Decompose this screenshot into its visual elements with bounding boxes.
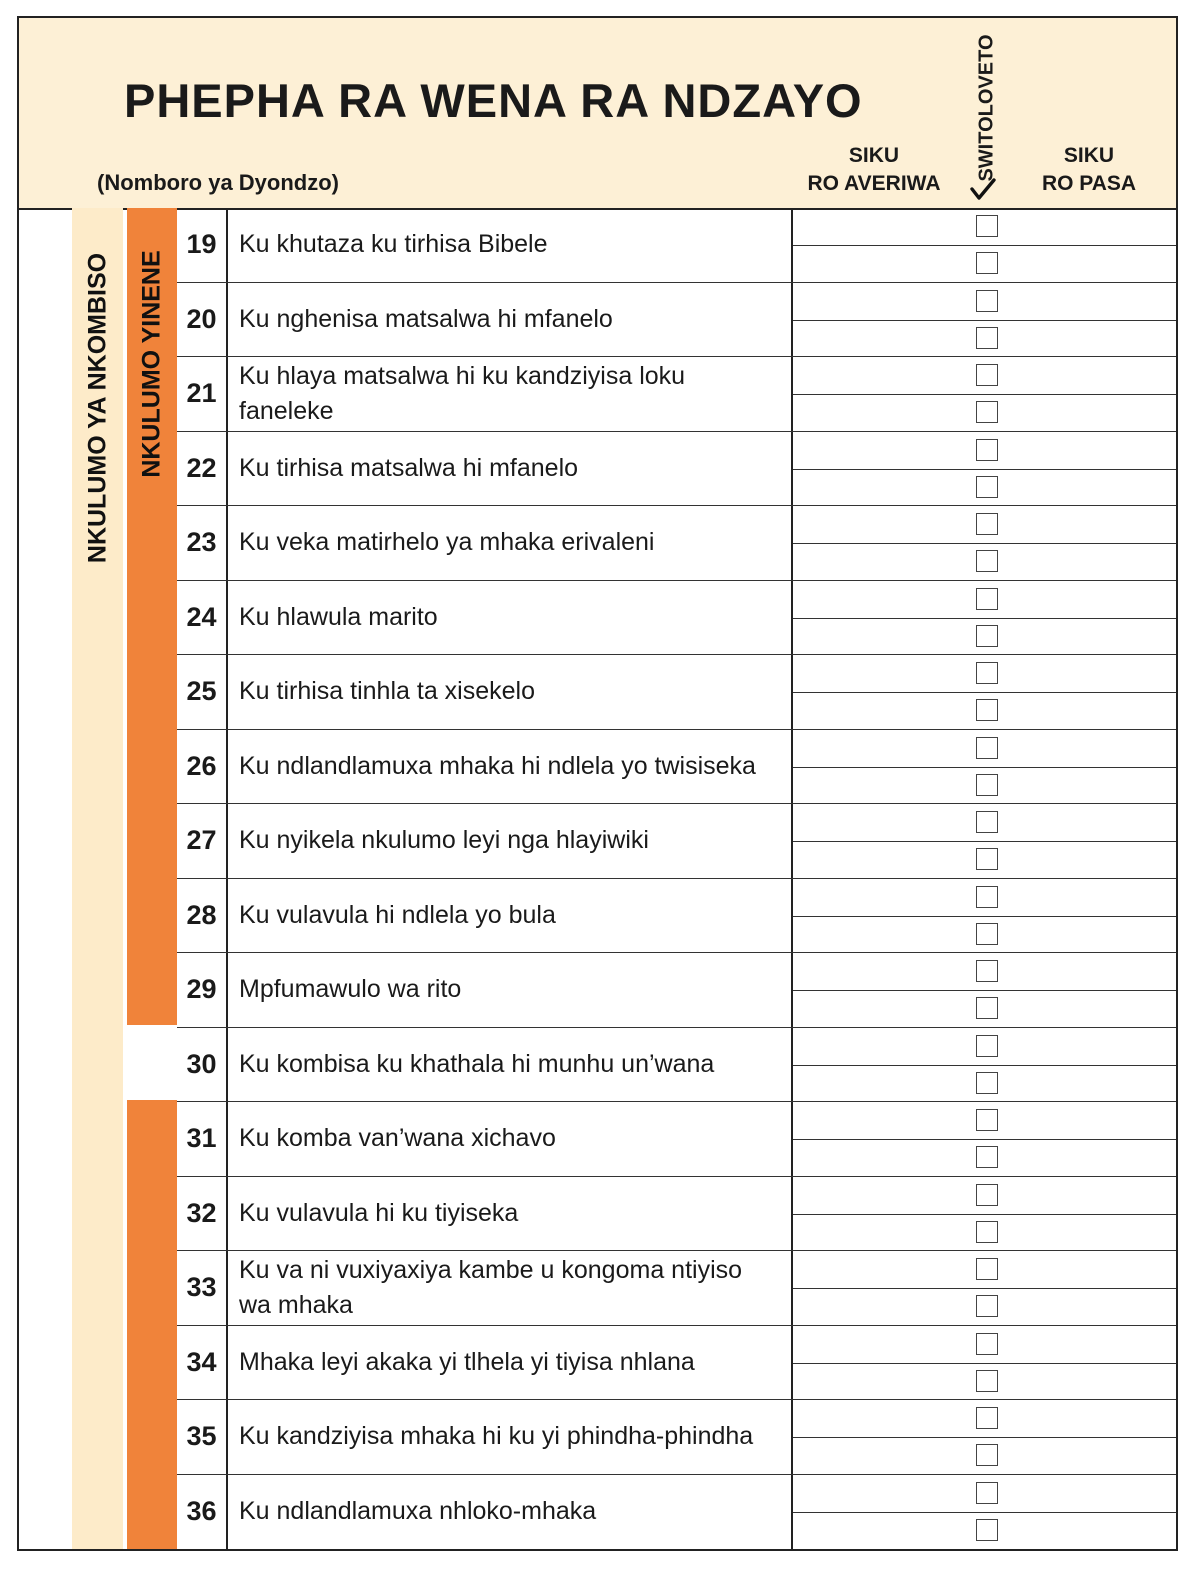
lesson-record-cells[interactable]: [791, 730, 1176, 804]
lesson-record-cells[interactable]: [791, 1028, 1176, 1102]
category-bar-inner-bottom: [127, 1100, 177, 1549]
lesson-number: 28: [177, 879, 228, 953]
lesson-number: 26: [177, 730, 228, 804]
column-header-date-given: [794, 142, 954, 198]
lesson-row: [177, 1102, 1176, 1177]
column-header-done: [964, 26, 1010, 202]
lesson-title: Ku nghenisa matsalwa hi mfanelo: [239, 304, 613, 333]
done-checkbox[interactable]: [976, 997, 998, 1019]
lesson-number: 35: [177, 1400, 228, 1474]
lesson-row: [177, 283, 1176, 358]
done-checkbox[interactable]: [976, 1333, 998, 1355]
done-checkbox[interactable]: [976, 1295, 998, 1317]
done-checkbox[interactable]: [976, 401, 998, 423]
category-label-outer: NKULUMO YA NKOMBISO: [83, 252, 112, 564]
lesson-record-cells[interactable]: [791, 1400, 1176, 1474]
done-checkbox[interactable]: [976, 1407, 998, 1429]
lesson-record-cells[interactable]: [791, 1475, 1176, 1550]
column-header-date-passed-line1: SIKU: [1063, 144, 1115, 167]
lesson-number: 22: [177, 432, 228, 506]
lesson-row: [177, 730, 1176, 805]
lesson-record-cells[interactable]: [791, 804, 1176, 878]
column-header-date-given-line2: RO AVERIWA: [807, 172, 941, 195]
lesson-title: Ku kandziyisa mhaka hi ku yi phindha-phindha: [239, 1422, 754, 1451]
done-checkbox[interactable]: [976, 699, 998, 721]
done-checkbox[interactable]: [976, 1035, 998, 1057]
lesson-title: Ku tirhisa matsalwa hi mfanelo: [239, 453, 579, 482]
checkmark-icon: [970, 176, 996, 202]
lesson-row: [177, 1251, 1176, 1326]
done-checkbox[interactable]: [976, 1258, 998, 1280]
lesson-title: Ku tirhisa tinhla ta xisekelo: [239, 677, 535, 706]
lesson-number: 31: [177, 1102, 228, 1176]
lesson-number: 29: [177, 953, 228, 1027]
lesson-record-cells[interactable]: [791, 506, 1176, 580]
lesson-record-cells[interactable]: [791, 879, 1176, 953]
column-header-date-given-line1: SIKU: [848, 144, 900, 167]
done-checkbox[interactable]: [976, 1370, 998, 1392]
lesson-row: [177, 357, 1176, 432]
lesson-number: 24: [177, 581, 228, 655]
column-header-date-passed: [1019, 142, 1159, 198]
lesson-number: 36: [177, 1475, 228, 1550]
lesson-number: 27: [177, 804, 228, 878]
done-checkbox[interactable]: [976, 625, 998, 647]
lesson-title: Ku va ni vuxiyaxiya kambe u kongoma ntiyiso wa mhaka: [239, 1255, 743, 1319]
lesson-title: Ku komba van’wana xichavo: [239, 1124, 556, 1153]
lesson-number: 20: [177, 283, 228, 357]
lesson-title: Ku ndlandlamuxa mhaka hi ndlela yo twisiseka: [239, 751, 756, 780]
done-checkbox[interactable]: [976, 662, 998, 684]
done-checkbox[interactable]: [976, 774, 998, 796]
lesson-title: Ku hlaya matsalwa hi ku kandziyisa loku faneleke: [239, 361, 686, 425]
lesson-row: [177, 432, 1176, 507]
done-checkbox[interactable]: [976, 550, 998, 572]
category-label-inner: NKULUMO YINENE: [137, 250, 166, 478]
lesson-record-cells[interactable]: [791, 953, 1176, 1027]
done-checkbox[interactable]: [976, 439, 998, 461]
done-checkbox[interactable]: [976, 960, 998, 982]
done-checkbox[interactable]: [976, 1184, 998, 1206]
lesson-record-cells[interactable]: [791, 581, 1176, 655]
lesson-row: [177, 1475, 1176, 1550]
done-checkbox[interactable]: [976, 886, 998, 908]
lesson-row: [177, 1177, 1176, 1252]
done-checkbox[interactable]: [976, 1482, 998, 1504]
done-checkbox[interactable]: [976, 364, 998, 386]
done-checkbox[interactable]: [976, 476, 998, 498]
lesson-row: [177, 581, 1176, 656]
lesson-title: Ku vulavula hi ku tiyiseka: [239, 1198, 519, 1227]
lesson-number: 25: [177, 655, 228, 729]
lesson-title: Ku veka matirhelo ya mhaka erivaleni: [239, 528, 655, 557]
lesson-row: [177, 655, 1176, 730]
done-checkbox[interactable]: [976, 215, 998, 237]
column-header-date-passed-line2: RO PASA: [1041, 172, 1137, 195]
done-checkbox[interactable]: [976, 848, 998, 870]
lesson-record-cells[interactable]: [791, 1102, 1176, 1176]
done-checkbox[interactable]: [976, 1519, 998, 1541]
lesson-row: [177, 1326, 1176, 1401]
lesson-title: Ku ndlandlamuxa nhloko-mhaka: [239, 1497, 597, 1526]
lesson-title: Ku kombisa ku khathala hi munhu un’wana: [239, 1049, 715, 1078]
lesson-title: Ku nyikela nkulumo leyi nga hlayiwiki: [239, 826, 649, 855]
lesson-title: Mhaka leyi akaka yi tlhela yi tiyisa nhlana: [239, 1347, 695, 1376]
done-checkbox[interactable]: [976, 1109, 998, 1131]
lesson-number: 32: [177, 1177, 228, 1251]
lesson-number: 34: [177, 1326, 228, 1400]
lesson-record-cells[interactable]: [791, 655, 1176, 729]
lesson-record-cells[interactable]: [791, 1326, 1176, 1400]
lesson-row: [177, 804, 1176, 879]
lesson-number: 19: [177, 208, 228, 282]
lesson-number: 23: [177, 506, 228, 580]
done-checkbox[interactable]: [976, 252, 998, 274]
lesson-list: [177, 208, 1176, 1549]
lesson-record-cells[interactable]: [791, 1177, 1176, 1251]
done-checkbox[interactable]: [976, 923, 998, 945]
category-bar-outer: [72, 208, 123, 1549]
column-header-done-label: SWITOLOVETO: [975, 34, 998, 182]
lesson-title: Mpfumawulo wa rito: [239, 975, 462, 1004]
progress-sheet: [17, 16, 1178, 1551]
done-checkbox[interactable]: [976, 811, 998, 833]
lesson-row: [177, 1400, 1176, 1475]
category-bar-inner-top: [127, 208, 177, 1025]
lesson-title: Ku vulavula hi ndlela yo bula: [239, 900, 556, 929]
lesson-record-cells[interactable]: [791, 1251, 1176, 1325]
lesson-row: [177, 208, 1176, 283]
lesson-row: [177, 1028, 1176, 1103]
lesson-number: 30: [177, 1028, 228, 1102]
lesson-record-cells[interactable]: [791, 357, 1176, 431]
lesson-number: 33: [177, 1251, 228, 1325]
lesson-title: Ku hlawula marito: [239, 602, 438, 631]
sheet-header: [19, 18, 1176, 210]
lesson-row: [177, 953, 1176, 1028]
done-checkbox[interactable]: [976, 1444, 998, 1466]
done-checkbox[interactable]: [976, 588, 998, 610]
done-checkbox[interactable]: [976, 290, 998, 312]
lesson-title: Ku khutaza ku tirhisa Bibele: [239, 230, 548, 259]
done-checkbox[interactable]: [976, 327, 998, 349]
lesson-row: [177, 506, 1176, 581]
lesson-record-cells[interactable]: [791, 432, 1176, 506]
done-checkbox[interactable]: [976, 737, 998, 759]
lesson-record-cells[interactable]: [791, 283, 1176, 357]
lesson-row: [177, 879, 1176, 954]
lesson-record-cells[interactable]: [791, 208, 1176, 282]
done-checkbox[interactable]: [976, 1221, 998, 1243]
done-checkbox[interactable]: [976, 1146, 998, 1168]
done-checkbox[interactable]: [976, 513, 998, 535]
done-checkbox[interactable]: [976, 1072, 998, 1094]
lesson-number-caption: (Nomboro ya Dyondzo): [97, 170, 339, 195]
page-title: PHEPHA RA WENA RA NDZAYO: [124, 74, 863, 127]
lesson-number: 21: [177, 357, 228, 431]
